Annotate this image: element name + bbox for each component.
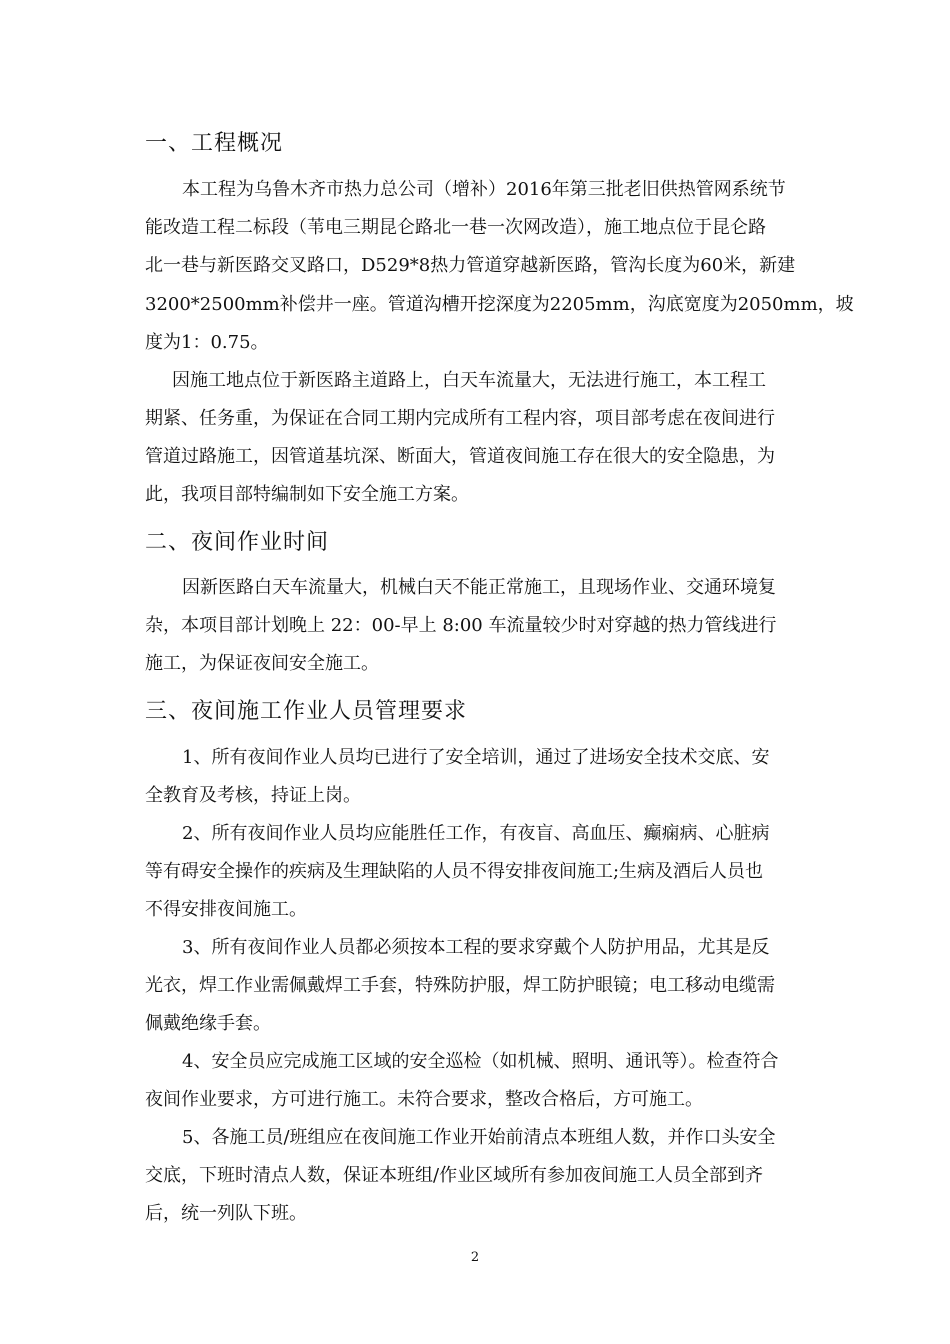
page-number: 2 (470, 1250, 480, 1265)
list-item-line: 4、安全员应完成施工区域的安全巡检（如机械、照明、通讯等）。检查符合 (182, 1051, 779, 1072)
list-item-line: 佩戴绝缘手套。 (145, 1013, 271, 1034)
paragraph-line: 能改造工程二标段（苇电三期昆仑路北一巷一次网改造），施工地点位于昆仑路 (145, 217, 766, 238)
paragraph-line: 此，我项目部特编制如下安全施工方案。 (145, 484, 469, 505)
paragraph-line: 杂，本项目部计划晚上 22：00-早上 8:00 车流量较少时对穿越的热力管线进行 (145, 615, 777, 636)
section-heading-project-overview: 一、工程概况 (145, 131, 284, 156)
paragraph-line: 度为1：0.75。 (145, 332, 269, 353)
list-item-line: 1、所有夜间作业人员均已进行了安全培训，通过了进场安全技术交底、安 (182, 747, 770, 768)
paragraph-line: 施工，为保证夜间安全施工。 (145, 653, 379, 674)
list-item-line: 5、各施工员/班组应在夜间施工作业开始前清点本班组人数，并作口头安全 (182, 1127, 776, 1148)
list-item-line: 不得安排夜间施工。 (145, 899, 307, 920)
paragraph-line: 北一巷与新医路交叉路口，D529*8热力管道穿越新医路，管沟长度为60米，新建 (145, 255, 796, 276)
list-item-line: 等有碍安全操作的疾病及生理缺陷的人员不得安排夜间施工;生病及酒后人员也 (145, 861, 764, 882)
paragraph-line: 管道过路施工，因管道基坑深、断面大，管道夜间施工存在很大的安全隐患，为 (145, 446, 775, 467)
paragraph-line: 本工程为乌鲁木齐市热力总公司（增补）2016年第三批老旧供热管网系统节 (182, 179, 786, 200)
paragraph-line: 因新医路白天车流量大，机械白天不能正常施工，且现场作业、交通环境复 (182, 577, 776, 598)
paragraph-line: 因施工地点位于新医路主道路上，白天车流量大，无法进行施工，本工程工 (172, 370, 766, 391)
list-item-line: 3、所有夜间作业人员都必须按本工程的要求穿戴个人防护用品，尤其是反 (182, 937, 770, 958)
list-item-line: 后，统一列队下班。 (145, 1203, 307, 1224)
list-item-line: 2、所有夜间作业人员均应能胜任工作，有夜盲、高血压、癫痫病、心脏病 (182, 823, 770, 844)
list-item-line: 全教育及考核，持证上岗。 (145, 785, 361, 806)
section-heading-night-work-time: 二、夜间作业时间 (145, 530, 330, 555)
section-heading-personnel-requirements: 三、夜间施工作业人员管理要求 (145, 699, 468, 724)
list-item-line: 光衣，焊工作业需佩戴焊工手套，特殊防护服，焊工防护眼镜；电工移动电缆需 (145, 975, 775, 996)
list-item-line: 交底，下班时清点人数，保证本班组/作业区域所有参加夜间施工人员全部到齐 (145, 1165, 764, 1186)
list-item-line: 夜间作业要求，方可进行施工。未符合要求，整改合格后，方可施工。 (145, 1089, 703, 1110)
paragraph-line: 期紧、任务重，为保证在合同工期内完成所有工程内容，项目部考虑在夜间进行 (145, 408, 775, 429)
paragraph-line: 3200*2500mm补偿井一座。管道沟槽开挖深度为2205mm，沟底宽度为2050mm，坡 (145, 294, 854, 315)
